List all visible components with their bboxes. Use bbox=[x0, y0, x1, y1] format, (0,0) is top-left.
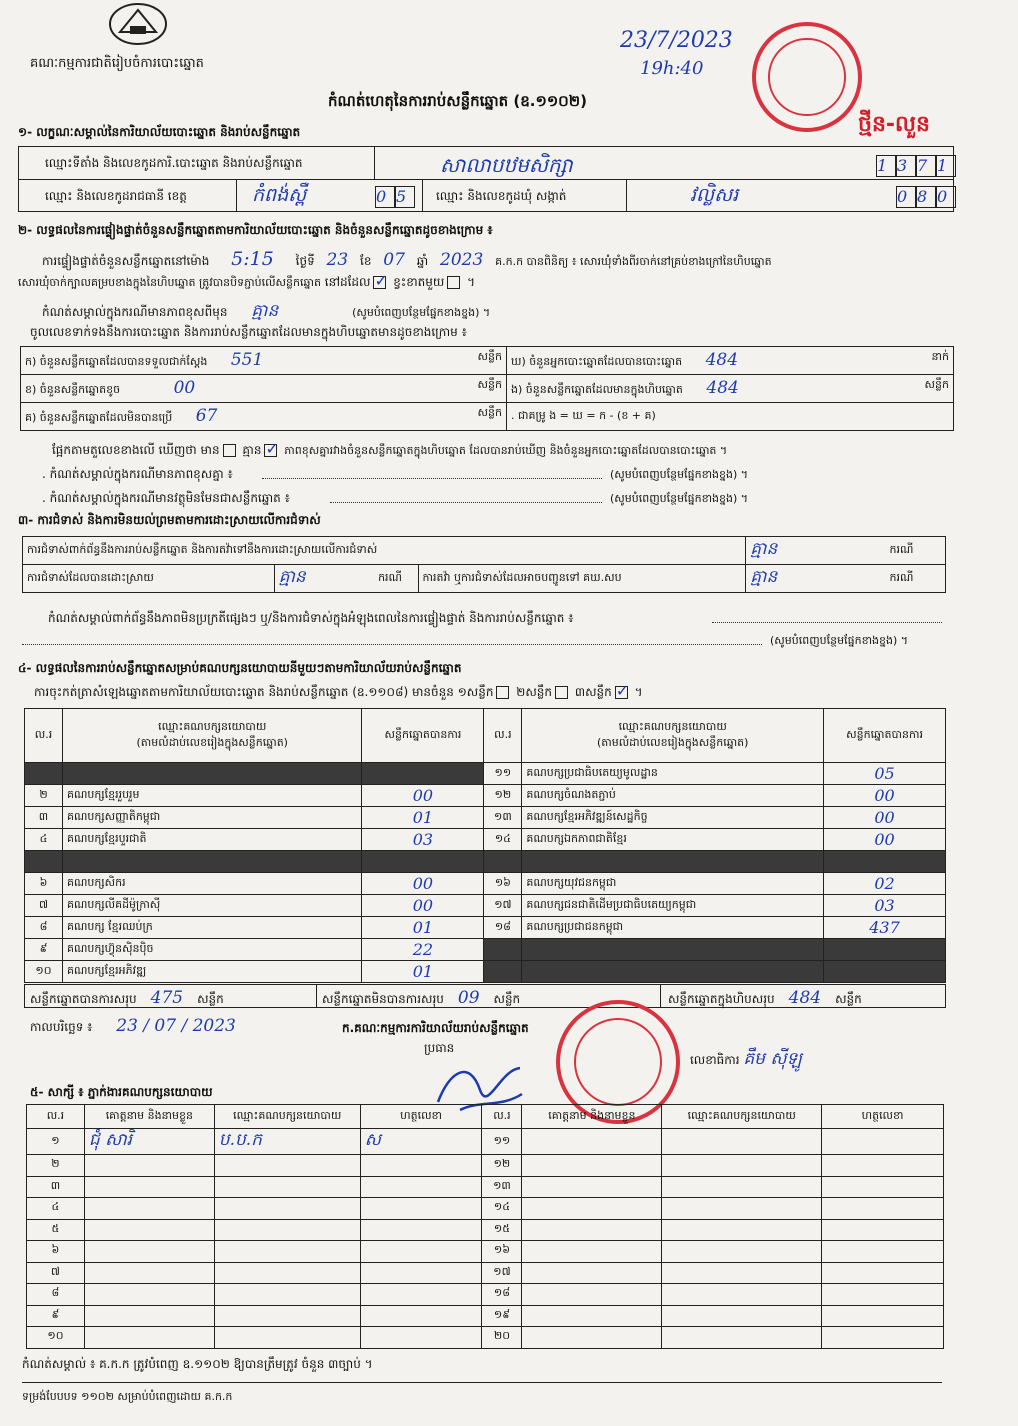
section2-heading: ២- លទ្ធផលនៃការផ្ទៀងផ្ទាត់ចំនួនសន្លឹកឆ្នោតតាមការិយាល័យបោះឆ្នោត និងចំនួនសន្លឹកឆ្នោតដូចខាងក្រោម ៖ bbox=[18, 223, 493, 237]
results-table: ល.រ ឈ្មោះគណបក្សនយោបាយ (តាមលំដាប់លេខរៀងក្នុងសន្លឹកឆ្នោត) សន្លឹកឆ្នោតបានការ ល.រ ឈ្មោះគណបក្សនយោបាយ (តាមលំដាប់លេខរៀងក្នុងសន្លឹកឆ្នោត) សន្លឹកឆ្នោតបានការ ១១ គណបក្សប្រជាធិបតេយ្យមូលដ្ឋាន 05 ២ គណបក្សខ្មែររួបរួម 00 ១២ គណបក្សចំណងតភ្ជាប់ 00 ៣ គណបក្សសញ្ញាតិកម្ពុជា 01 ១៣ គណបក្សខ្មែរអភិវឌ្ឍន៍សេដ្ឋកិច្ច 00 ៤ គណបក្សខ្មែរបួរជាតិ 03 ១៤ គណបក្សឯកភាពជាតិខ្មែរ 00 ៦ គណបក្សសិករ 00 ១៦ គណបក្សយុវជនកម្ពុជា 02 ៧ គណបក្សលីគដីម៉ូក្រាស៊ី 00 ១៧ គណបក្សជនជាតិដើមប្រជាធិបតេយ្យកម្ពុជា 03 ៨ គណបក្ស ខ្មែរឈប់ក្រ 01 ១៨ គណបក្សប្រជាជនកម្ពុជា 437 ៩ គណបក្សហ៊្វុនស៊ិនប៉ិច 22 ១០ គណបក្សខ្មែរអភិវឌ្ឍ 01 bbox=[24, 708, 946, 983]
result-row bbox=[25, 785, 946, 807]
result-no: ១២ bbox=[484, 785, 522, 807]
result-name: គណបក្សចំណងតភ្ជាប់ bbox=[522, 785, 824, 807]
result-votes: 00 bbox=[824, 785, 946, 807]
result-name: គណបក្សសិករ bbox=[62, 873, 362, 895]
result-votes: 05 bbox=[824, 763, 946, 785]
witness-no: ១០ bbox=[27, 1327, 85, 1349]
witness-signature bbox=[360, 1241, 482, 1263]
result-name bbox=[522, 851, 824, 873]
section3-heading: ៣- ការជំទាស់ និងការមិនយល់ព្រមតាមការដោះស្រាយលើការជំទាស់ bbox=[18, 513, 321, 527]
result-no bbox=[484, 961, 522, 983]
section1-heading: ១- លក្ខណៈសម្គាល់នៃការិយាល័យបោះឆ្នោត និងរាប់សន្លឹកឆ្នោត bbox=[18, 125, 301, 139]
irregularity-remark: កំណត់សម្គាល់ពាក់ព័ន្ធនឹងភាពមិនប្រក្រតីផ្សេងៗ ឬ/និងការជំទាស់ក្នុងអំឡុងពេលនៃការផ្ទៀងផ្ទាត់ និងការរាប់សន្លឹកឆ្នោត ៖ bbox=[48, 611, 574, 625]
witness-no: ៣ bbox=[27, 1176, 85, 1198]
verification-time: 5:15 bbox=[231, 248, 274, 270]
witness-name bbox=[84, 1262, 214, 1284]
province-label: ឈ្មោះ និងលេខកូដរាជធានី ខេត្ត bbox=[45, 189, 187, 203]
witness-row bbox=[27, 1219, 944, 1241]
witness-name bbox=[522, 1198, 662, 1220]
witness-name bbox=[84, 1327, 214, 1349]
witness-signature bbox=[822, 1176, 944, 1198]
result-votes: 00 bbox=[362, 895, 484, 917]
two-sheet-checkbox[interactable] bbox=[555, 686, 568, 699]
witness-row bbox=[27, 1155, 944, 1177]
total-invalid: សន្លឹកឆ្នោតមិនបានការសរុប 09 សន្លឹក bbox=[322, 988, 521, 1008]
chair-label: ប្រធាន bbox=[424, 1041, 455, 1055]
witness-name bbox=[84, 1241, 214, 1263]
count-intro: ចូលលេខទាក់ទងនឹងការបោះឆ្នោត និងការរាប់សន្លឹកឆ្នោតដែលមានក្នុងហិបឆ្នោតមានដូចខាងក្រោម ៖ bbox=[30, 325, 467, 339]
verification-year: 2023 bbox=[440, 250, 484, 270]
verification-day: 23 bbox=[326, 250, 349, 270]
province-value: កំពង់ស្ពឺ bbox=[252, 184, 307, 206]
witness-name bbox=[522, 1219, 662, 1241]
witness-signature bbox=[822, 1327, 944, 1349]
witness-no: ១១ bbox=[482, 1129, 522, 1155]
result-no: ១៦ bbox=[484, 873, 522, 895]
result-name bbox=[522, 961, 824, 983]
result-row bbox=[25, 961, 946, 983]
three-sheet-checkbox[interactable] bbox=[615, 686, 628, 699]
witness-name bbox=[84, 1219, 214, 1241]
count-item-a: ក) ចំនួនសន្លឹកឆ្នោតដែលបានទទួលជាក់ស្តែង 551 សន្លឹក bbox=[21, 347, 507, 375]
witness-party bbox=[662, 1198, 822, 1220]
total-valid: សន្លឹកឆ្នោតបានការសរុប 475 សន្លឹក bbox=[30, 988, 224, 1008]
result-no: ៩ bbox=[25, 939, 63, 961]
witness-party bbox=[662, 1327, 822, 1349]
witness-name bbox=[522, 1284, 662, 1306]
location-value: សាលាបឋមសិក្សា bbox=[440, 153, 573, 177]
witness-signature bbox=[822, 1198, 944, 1220]
result-name: គណបក្សខ្មែរអភិវឌ្ឍន៍សេដ្ឋកិច្ច bbox=[522, 807, 824, 829]
commune-value: វល្លិសរ bbox=[690, 184, 739, 206]
result-no: ១០ bbox=[25, 961, 63, 983]
witness-name bbox=[522, 1155, 662, 1177]
witness-signature bbox=[360, 1262, 482, 1284]
result-votes: 00 bbox=[824, 829, 946, 851]
witness-no: ១៥ bbox=[482, 1219, 522, 1241]
witness-no: ៨ bbox=[27, 1284, 85, 1306]
witness-signature bbox=[822, 1219, 944, 1241]
result-votes: 03 bbox=[824, 895, 946, 917]
committee-label: ក.គណៈកម្មការការិយាល័យរាប់សន្លឹកឆ្នោត bbox=[342, 1021, 529, 1035]
witness-party bbox=[214, 1262, 360, 1284]
result-name: គណបក្សខ្មែរបួរជាតិ bbox=[62, 829, 362, 851]
stamp-note: ថ្មីន-លួន bbox=[858, 112, 930, 137]
witness-row bbox=[27, 1284, 944, 1306]
witness-no: ១៩ bbox=[482, 1305, 522, 1327]
emblem-logo bbox=[108, 2, 168, 46]
result-no: ៤ bbox=[25, 829, 63, 851]
result-no: ២ bbox=[25, 785, 63, 807]
location-code: 1 3 7 1 bbox=[876, 155, 956, 177]
result-name: គណបក្សប្រជាជនកម្ពុជា bbox=[522, 917, 824, 939]
result-name: គណបក្សសញ្ញាតិកម្ពុជា bbox=[62, 807, 362, 829]
witness-row bbox=[27, 1198, 944, 1220]
witness-signature bbox=[360, 1219, 482, 1241]
result-votes: 00 bbox=[362, 873, 484, 895]
note-difference: . កំណត់សម្គាល់ក្នុងករណីមានភាពខុសគ្នា ៖ bbox=[42, 467, 233, 481]
witness-signature bbox=[822, 1155, 944, 1177]
result-no: ១៨ bbox=[484, 917, 522, 939]
witness-signature bbox=[360, 1176, 482, 1198]
witness-name bbox=[84, 1198, 214, 1220]
witness-signature bbox=[822, 1262, 944, 1284]
witness-party: ប.ប.ក bbox=[214, 1129, 360, 1155]
witness-party bbox=[214, 1241, 360, 1263]
result-votes: 22 bbox=[362, 939, 484, 961]
witness-no: ៤ bbox=[27, 1198, 85, 1220]
witness-signature bbox=[822, 1305, 944, 1327]
result-no: ៣ bbox=[25, 807, 63, 829]
election-form-page: គណៈកម្មការជាតិរៀបចំការបោះឆ្នោត 23/7/2023 19h:40 ថ្មីន-លួន កំណត់ហេតុនៃការរាប់សន្លឹកឆ្នោត (ឧ.១១០២) ១- លក្ខណៈសម្គាល់នៃការិយាល័យបោះឆ្នោត និងរាប់សន្លឹកឆ្នោត ឈ្មោះទីតាំង និងលេខកូដការិ.បោះឆ្នោត និងរាប់សន្លឹកឆ្នោត សាលាបឋមសិក្សា 1 3 7 1 ឈ្មោះ និងលេខកូដរាជធានី ខេត្ត កំពង់ស្ពឺ 0 5 ឈ្មោះ និងលេខកូដឃុំ សង្កាត់ វល្លិសរ 0 8 0 ២- លទ្ធផលនៃការផ្ទៀងផ្ទាត់ចំនួនសន្លឹកឆ្នោតតាមការិយាល័យបោះឆ្នោត និងចំនួនសន្លឹកឆ្នោតដូចខាងក្រោម ៖ ការផ្ទៀងផ្ទាត់ចំនួនសន្លឹកឆ្នោតនៅម៉ោង 5:15 ថ្ងៃទី 23 ខែ 07 ឆ្នាំ 2023 គ.ក.ក បានពិនិត្យ ៖ សោរឃុំទាំងពីរចាក់នៅគ្រប់ខាងក្រៅនៃហិបឆ្នោត សោរឃុំចាក់ក្បាលគម្របខាងក្នុងនៃហិបឆ្នោត ត្រូវបានបិទភ្ជាប់លើសន្លឹកឆ្នោត នៅដដែល✓ ខ្វះខាតមួយ ។ កំណត់សម្គាល់ក្នុងករណីមានភាពខុសពីមុន គ្មាន (សូមបំពេញបន្ថែមផ្នែកខាងខ្នង) ។ ចូលលេខទាក់ទងនឹងការបោះឆ្នោត និងការរាប់សន្លឹកឆ្នោតដែលមានក្នុងហិបឆ្នោតមានដូចខាងក្រោម ៖ ក) ចំនួនសន្លឹកឆ្នោតដែលបានទទួលជាក់ស្តែង 551 សន្លឹក ឃ) ចំនួនអ្នកបោះឆ្នោតដែលបានបោះឆ្នោត 484 នាក់ ខ) ចំនួនសន្លឹកឆ្នោតខូច 00 សន្លឹក ង) ចំនួនសន្លឹកឆ្នោតដែលមានក្នុងហិបឆ្នោត 484 សន្លឹក គ) ចំនួនសន្លឹកឆ្នោតដែលមិនបានប្រើ 67 សន្លឹក . ជាគម្រូ ង = ឃ = ក - (ខ + គ) ផ្អែកតាមតួលេខខាងលើ ឃើញថា មាន គ្មាន✓ ភាពខុសគ្នារវាងចំនួនសន្លឹកឆ្នោតក្នុងហិបឆ្នោត ដែលបានរាប់ឃើញ និងចំនួនអ្នកបោះឆ្នោតដែលបានបោះឆ្នោត ។ . កំណត់សម្គាល់ក្នុងករណីមានភាពខុសគ្នា ៖ (សូមបំពេញបន្ថែមផ្នែកខាងខ្នង) ។ . កំណត់សម្គាល់ក្នុងករណីមានវត្ថុមិនមែនជាសន្លឹកឆ្នោត ៖ (សូមបំពេញបន្ថែមផ្នែកខាងខ្នង) ។ ៣- ការជំទាស់ និងការមិនយល់ព្រមតាមការដោះស្រាយលើការជំទាស់ ការជំទាស់ពាក់ព័ន្ធនឹងការរាប់សន្លឹកឆ្នោត និងការតវ៉ាទៅនឹងការដោះស្រាយលើការជំទាស់ គ្មាន ករណី ការជំទាស់ដែលបានដោះស្រាយ គ្មាន ករណី ការតវ៉ា ឬការជំទាស់ដែលអាចបញ្ជូនទៅ គឃ.សប គ្មាន ករណី កំណត់សម្គាល់ពាក់ព័ន្ធនឹងភាពមិនប្រក្រតីផ្សេងៗ ឬ/និងការជំទាស់ក្នុងអំឡុងពេលនៃការផ្ទៀងផ្ទាត់ និងការរាប់សន្លឹកឆ្នោត ៖ (សូមបំពេញបន្ថែមផ្នែកខាងខ្នង) ។ ៤- លទ្ធផលនៃការរាប់សន្លឹកឆ្នោតសម្រាប់គណបក្សនយោបាយនីមួយៗតាមការិយាល័យរាប់សន្លឹកឆ្នោត ការចុះកត់ត្រាសំឡេងឆ្នោតតាមការិយាល័យបោះឆ្នោត និងរាប់សន្លឹកឆ្នោត (ឧ.១១០៨) មានចំនួន ១សន្លឹក ២សន្លឹក ៣សន្លឹក✓ ។ ល.រ ឈ្មោះគណបក្សនយោបាយ (តាមលំដាប់លេខរៀងក្នុងសន្លឹកឆ្នោត) សន្លឹកឆ្នោតបានការ ល.រ ឈ្មោះគណបក្សនយោបាយ (តាមលំដាប់លេខរៀងក្នុងសន្លឹកឆ្នោត) សន្លឹកឆ្នោតបានការ ១១ គណបក្សប្រជាធិបតេយ្យមូលដ្ឋាន 05 ២ គណបក្សខ្មែររួបរួម 00 ១២ គណបក្សចំណងតភ្ជាប់ 00 ៣ គណបក្សសញ្ញាតិកម្ពុជា 01 ១៣ គណបក្សខ្មែរអភិវឌ្ឍន៍សេដ្ឋកិច្ច 00 ៤ គណបក្សខ្មែរបួរជាតិ 03 ១៤ គណបក្សឯកភាពជាតិខ្មែរ 00 ៦ គណបក្សសិករ 00 ១៦ គណបក្សយុវជនកម្ពុជា 02 ៧ គណបក្សលីគដីម៉ូក្រាស៊ី 00 ១៧ គណបក្សជនជាតិដើមប្រជាធិបតេយ្យកម្ពុជា 03 ៨ គណបក្ស ខ្មែរឈប់ក្រ 01 ១៨ គណបក្សប្រជាជនកម្ពុជា 437 ៩ គណបក្សហ៊្វុនស៊ិនប៉ិច 22 ១០ គណបក្សខ្មែរអភិវឌ្ឍ 01 សន្លឹកឆ្នោតបានការសរុប 475 សន្លឹក សន្លឹកឆ្នោតមិនបានការសរុប 09 សន្លឹក សន្លឹកឆ្នោតក្នុងហិបសរុប 484 សន្លឹក កាលបរិច្ឆេទ ៖ 23 / 07 / 2023 ក.គណៈកម្មការការិយាល័យរាប់សន្លឹកឆ្នោត ប្រធាន លេខាធិការ គឹម ស៊ីឡូ ៥- សាក្សី ៖ ភ្នាក់ងារគណបក្សនយោបាយ ល.រ គោត្តនាម និងនាមខ្លួន ឈ្មោះគណបក្សនយោបាយ ហត្ថលេខា ល.រ គោត្តនាម និងនាមខ្លួន ឈ្មោះគណបក្សនយោបាយ ហត្ថលេខា ១ ជុំ សារិ ប.ប.ក ស ១១ ២ ១២ ៣ ១៣ ៤ ១៤ ៥ ១៥ ៦ ១៦ ៧ ១៧ ៨ ១៨ ៩ ១៩ ១០ ២០ កំណត់សម្គាល់ ៖ គ.ក.ក ត្រូវបំពេញ ឧ.១១០២ ឱ្យបានត្រឹមត្រូវ ចំនួន ៣ច្បាប់ ។ ទម្រង់បែបបទ ១១០២ សម្រាប់បំពេញដោយ គ.ក.ក bbox=[0, 0, 1018, 1426]
result-row bbox=[25, 829, 946, 851]
total-in-box: សន្លឹកឆ្នោតក្នុងហិបសរុប 484 សន្លឹក bbox=[668, 988, 862, 1008]
footer-form-no: ទម្រង់បែបបទ ១១០២ សម្រាប់បំពេញដោយ គ.ក.ក bbox=[22, 1390, 233, 1403]
no-diff-checkbox[interactable] bbox=[264, 444, 277, 457]
witness-party bbox=[214, 1176, 360, 1198]
witness-row bbox=[27, 1262, 944, 1284]
witness-name bbox=[84, 1176, 214, 1198]
result-name: គណបក្សប្រជាធិបតេយ្យមូលដ្ឋាន bbox=[522, 763, 824, 785]
witness-party bbox=[662, 1176, 822, 1198]
result-row bbox=[25, 807, 946, 829]
result-name: គណបក្ស ខ្មែរឈប់ក្រ bbox=[62, 917, 362, 939]
witness-party bbox=[662, 1284, 822, 1306]
witness-name bbox=[522, 1305, 662, 1327]
witness-signature bbox=[360, 1155, 482, 1177]
witness-party bbox=[662, 1219, 822, 1241]
count-item-c: គ) ចំនួនសន្លឹកឆ្នោតដែលមិនបានប្រើ 67 សន្លឹក bbox=[21, 403, 507, 431]
result-votes: 03 bbox=[362, 829, 484, 851]
result-votes: 437 bbox=[824, 917, 946, 939]
has-diff-checkbox[interactable] bbox=[223, 444, 236, 457]
witness-no: ៩ bbox=[27, 1305, 85, 1327]
result-votes bbox=[824, 961, 946, 983]
result-no: ១៧ bbox=[484, 895, 522, 917]
witness-signature bbox=[822, 1241, 944, 1263]
handwritten-time: 19h:40 bbox=[640, 58, 704, 79]
witness-name bbox=[84, 1155, 214, 1177]
witness-signature bbox=[822, 1129, 944, 1155]
verification-month: 07 bbox=[383, 250, 405, 270]
commune-code: 0 8 0 bbox=[896, 186, 956, 208]
verification-line: ការផ្ទៀងផ្ទាត់ចំនួនសន្លឹកឆ្នោតនៅម៉ោង 5:15 ថ្ងៃទី 23 ខែ 07 ឆ្នាំ 2023 គ.ក.ក បានពិនិត្យ ៖ សោរឃុំទាំងពីរចាក់នៅគ្រប់ខាងក្រៅនៃហិបឆ្នោត bbox=[42, 248, 772, 270]
witness-signature bbox=[360, 1284, 482, 1306]
objection-table: ការជំទាស់ពាក់ព័ន្ធនឹងការរាប់សន្លឹកឆ្នោត និងការតវ៉ាទៅនឹងការដោះស្រាយលើការជំទាស់ គ្មាន ករណី ការជំទាស់ដែលបានដោះស្រាយ គ្មាន ករណី ការតវ៉ា ឬការជំទាស់ដែលអាចបញ្ជូនទៅ គឃ.សប គ្មាន ករណី bbox=[22, 536, 946, 593]
witness-no: ២ bbox=[27, 1155, 85, 1177]
result-name: គណបក្សឯកភាពជាតិខ្មែរ bbox=[522, 829, 824, 851]
count-formula: . ជាគម្រូ ង = ឃ = ក - (ខ + គ) bbox=[507, 403, 954, 431]
result-no bbox=[25, 851, 63, 873]
witness-row bbox=[27, 1176, 944, 1198]
witness-name bbox=[522, 1129, 662, 1155]
result-name: គណបក្សខ្មែររួបរួម bbox=[62, 785, 362, 807]
result-no bbox=[484, 851, 522, 873]
location-label: ឈ្មោះទីតាំង និងលេខកូដការិ.បោះឆ្នោត និងរាប់សន្លឹកឆ្នោត bbox=[45, 156, 303, 170]
witness-no: ១៣ bbox=[482, 1176, 522, 1198]
result-votes: 01 bbox=[362, 961, 484, 983]
result-no: ១១ bbox=[484, 763, 522, 785]
commune-label: ឈ្មោះ និងលេខកូដឃុំ សង្កាត់ bbox=[436, 189, 567, 203]
witness-name bbox=[84, 1305, 214, 1327]
witness-row bbox=[27, 1241, 944, 1263]
witness-name bbox=[522, 1176, 662, 1198]
result-name bbox=[62, 851, 362, 873]
result-votes bbox=[824, 851, 946, 873]
result-votes bbox=[362, 763, 484, 785]
witness-no: ៥ bbox=[27, 1219, 85, 1241]
result-row bbox=[25, 895, 946, 917]
witness-name bbox=[522, 1262, 662, 1284]
witness-row bbox=[27, 1305, 944, 1327]
result-name bbox=[62, 763, 362, 785]
witness-signature bbox=[822, 1284, 944, 1306]
count-table bbox=[20, 346, 954, 431]
witness-no: ១២ bbox=[482, 1155, 522, 1177]
result-row bbox=[25, 851, 946, 873]
compare-line: ផ្អែកតាមតួលេខខាងលើ ឃើញថា មាន គ្មាន✓ ភាពខុសគ្នារវាងចំនួនសន្លឹកឆ្នោតក្នុងហិបឆ្នោត ដែលបានរាប់ឃើញ និងចំនួនអ្នកបោះឆ្នោតដែលបានបោះឆ្នោត ។ bbox=[52, 442, 727, 460]
result-no bbox=[484, 939, 522, 961]
difference-note-line: កំណត់សម្គាល់ក្នុងករណីមានភាពខុសពីមុន គ្មាន (សូមបំពេញបន្ថែមផ្នែកខាងខ្នង) ។ bbox=[42, 301, 491, 321]
result-name bbox=[522, 939, 824, 961]
witness-no: ១៧ bbox=[482, 1262, 522, 1284]
witness-row bbox=[27, 1327, 944, 1349]
witness-name: ជុំ សារិ bbox=[84, 1129, 214, 1155]
witness-party bbox=[662, 1129, 822, 1155]
result-votes: 00 bbox=[824, 807, 946, 829]
witness-party bbox=[214, 1284, 360, 1306]
witness-party bbox=[214, 1327, 360, 1349]
witness-party bbox=[214, 1305, 360, 1327]
witness-table: ល.រ គោត្តនាម និងនាមខ្លួន ឈ្មោះគណបក្សនយោបាយ ហត្ថលេខា ល.រ គោត្តនាម និងនាមខ្លួន ឈ្មោះគណបក្សនយោបាយ ហត្ថលេខា ១ ជុំ សារិ ប.ប.ក ស ១១ ២ ១២ ៣ ១៣ ៤ ១៤ ៥ ១៥ ៦ ១៦ ៧ ១៧ ៨ ១៨ ៩ ១៩ ១០ ២០ bbox=[26, 1104, 944, 1349]
intact-checkbox[interactable] bbox=[373, 276, 386, 289]
result-row bbox=[25, 939, 946, 961]
witness-signature bbox=[360, 1198, 482, 1220]
witness-party bbox=[214, 1155, 360, 1177]
witness-no: ១ bbox=[27, 1129, 85, 1155]
witness-row bbox=[27, 1129, 944, 1155]
result-no: ១៤ bbox=[484, 829, 522, 851]
witness-party bbox=[662, 1262, 822, 1284]
witness-no: ១៦ bbox=[482, 1241, 522, 1263]
result-name: គណបក្សលីគដីម៉ូក្រាស៊ី bbox=[62, 895, 362, 917]
tally-sheets-line: ការចុះកត់ត្រាសំឡេងឆ្នោតតាមការិយាល័យបោះឆ្នោត និងរាប់សន្លឹកឆ្នោត (ឧ.១១០៨) មានចំនួន ១សន្លឹក ២សន្លឹក ៣សន្លឹក✓ ។ bbox=[34, 684, 643, 702]
result-no: ១៣ bbox=[484, 807, 522, 829]
result-votes bbox=[824, 939, 946, 961]
section4-heading: ៤- លទ្ធផលនៃការរាប់សន្លឹកឆ្នោតសម្រាប់គណបក្សនយោបាយនីមួយៗតាមការិយាល័យរាប់សន្លឹកឆ្នោត bbox=[18, 661, 462, 675]
result-row bbox=[25, 917, 946, 939]
handwritten-date: 23/7/2023 bbox=[620, 28, 733, 53]
result-no: ៨ bbox=[25, 917, 63, 939]
form-title: កំណត់ហេតុនៃការរាប់សន្លឹកឆ្នោត (ឧ.១១០២) bbox=[328, 92, 588, 110]
witness-signature bbox=[360, 1327, 482, 1349]
result-votes bbox=[362, 851, 484, 873]
witness-no: ២០ bbox=[482, 1327, 522, 1349]
witness-party bbox=[662, 1241, 822, 1263]
official-seal-top bbox=[752, 22, 862, 132]
secretary: លេខាធិការ គឹម ស៊ីឡូ bbox=[690, 1049, 802, 1069]
missing-checkbox[interactable] bbox=[447, 276, 460, 289]
count-item-e: ង) ចំនួនសន្លឹកឆ្នោតដែលមានក្នុងហិបឆ្នោត 484 សន្លឹក bbox=[507, 375, 954, 403]
result-votes: 01 bbox=[362, 807, 484, 829]
witness-no: ៦ bbox=[27, 1241, 85, 1263]
witness-name bbox=[522, 1327, 662, 1349]
one-sheet-checkbox[interactable] bbox=[496, 686, 509, 699]
witness-no: ៧ bbox=[27, 1262, 85, 1284]
result-votes: 00 bbox=[362, 785, 484, 807]
result-name: គណបក្សខ្មែរអភិវឌ្ឍ bbox=[62, 961, 362, 983]
result-votes: 02 bbox=[824, 873, 946, 895]
count-item-d: ឃ) ចំនួនអ្នកបោះឆ្នោតដែលបានបោះឆ្នោត 484 នាក់ bbox=[507, 347, 954, 375]
witness-signature: ស bbox=[360, 1129, 482, 1155]
witness-party bbox=[214, 1198, 360, 1220]
witness-signature bbox=[360, 1305, 482, 1327]
result-votes: 01 bbox=[362, 917, 484, 939]
witness-party bbox=[214, 1219, 360, 1241]
witness-party bbox=[662, 1305, 822, 1327]
footer-note: កំណត់សម្គាល់ ៖ គ.ក.ក ត្រូវបំពេញ ឧ.១១០២ ឱ្យបានត្រឹមត្រូវ ចំនួន ៣ច្បាប់ ។ bbox=[22, 1357, 373, 1371]
result-name: គណបក្សហ៊្វុនស៊ិនប៉ិច bbox=[62, 939, 362, 961]
signoff-date: កាលបរិច្ឆេទ ៖ 23 / 07 / 2023 bbox=[30, 1016, 236, 1036]
result-name: គណបក្សជនជាតិដើមប្រជាធិបតេយ្យកម្ពុជា bbox=[522, 895, 824, 917]
province-code: 0 5 bbox=[375, 186, 415, 208]
result-no bbox=[25, 763, 63, 785]
count-item-b: ខ) ចំនួនសន្លឹកឆ្នោតខូច 00 សន្លឹក bbox=[21, 375, 507, 403]
witness-name bbox=[84, 1284, 214, 1306]
witness-no: ១៨ bbox=[482, 1284, 522, 1306]
result-no: ៧ bbox=[25, 895, 63, 917]
witness-party bbox=[662, 1155, 822, 1177]
authority-name: គណៈកម្មការជាតិរៀបចំការបោះឆ្នោត bbox=[30, 56, 204, 71]
section5-heading: ៥- សាក្សី ៖ ភ្នាក់ងារគណបក្សនយោបាយ bbox=[30, 1085, 213, 1099]
result-no: ៦ bbox=[25, 873, 63, 895]
witness-name bbox=[522, 1241, 662, 1263]
result-row bbox=[25, 763, 946, 785]
result-row bbox=[25, 873, 946, 895]
result-name: គណបក្សយុវជនកម្ពុជា bbox=[522, 873, 824, 895]
witness-no: ១៤ bbox=[482, 1198, 522, 1220]
seal-check-line: សោរឃុំចាក់ក្បាលគម្របខាងក្នុងនៃហិបឆ្នោត ត្រូវបានបិទភ្ជាប់លើសន្លឹកឆ្នោត នៅដដែល✓ ខ្វះខាតមួយ ។ bbox=[18, 274, 475, 292]
note-foreign-object: . កំណត់សម្គាល់ក្នុងករណីមានវត្ថុមិនមែនជាសន្លឹកឆ្នោត ៖ bbox=[42, 491, 290, 505]
